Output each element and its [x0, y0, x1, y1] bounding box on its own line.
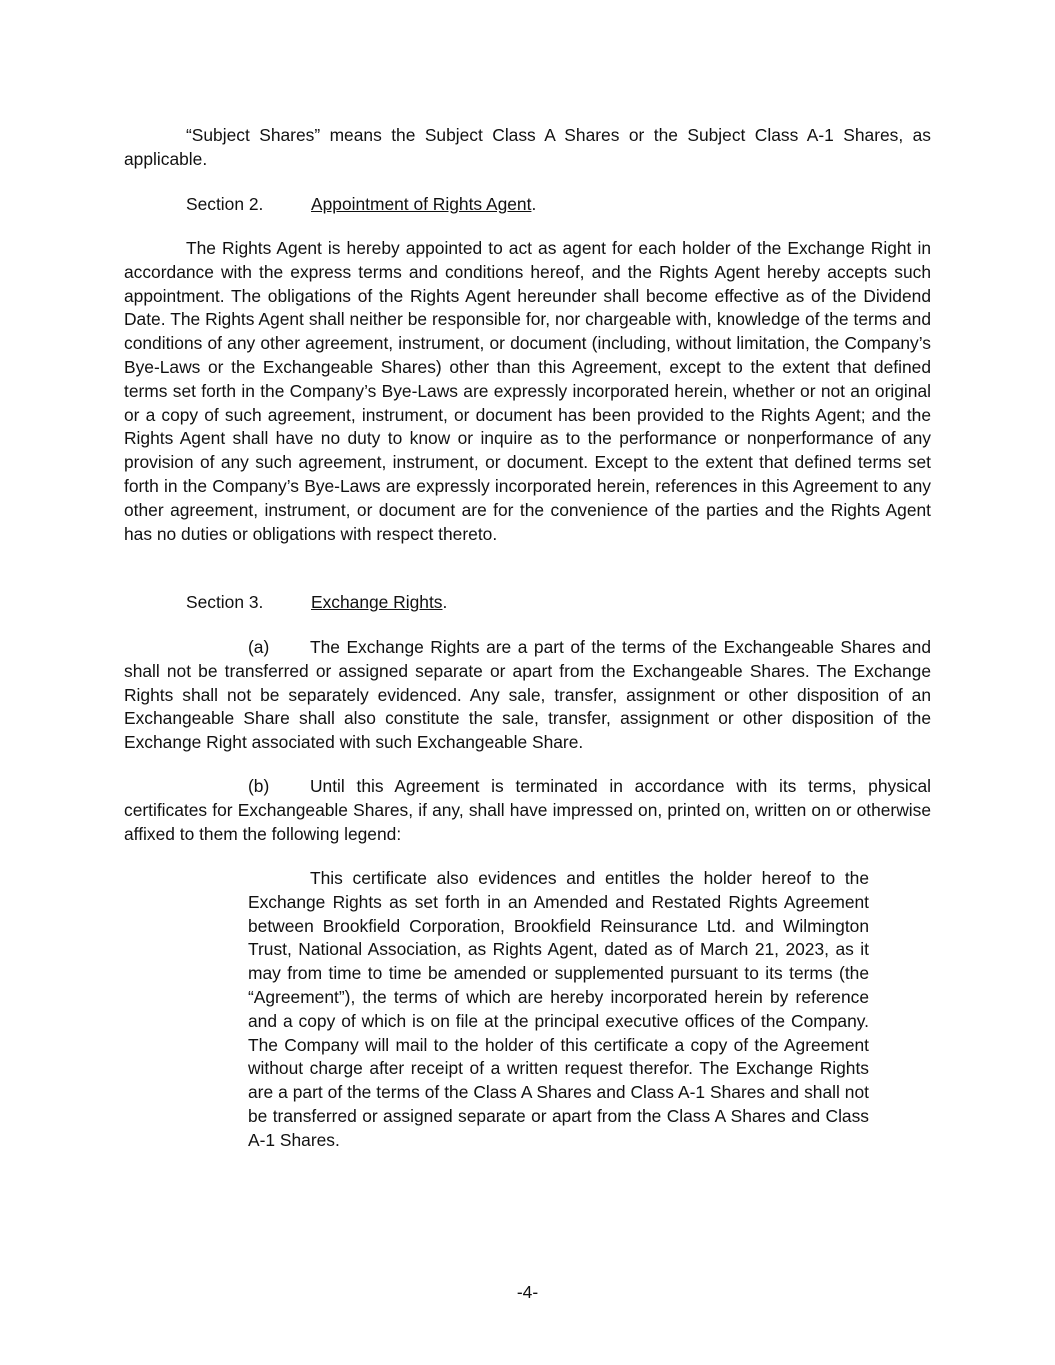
- section-3-number: Section 3.: [186, 592, 264, 612]
- section-2-heading: [186, 193, 536, 217]
- certificate-legend: This certificate also evidences and entitles the holder hereof to the Exchange Rights as set forth in an Amended and Restated Rights Agreement between Brookfield Corporation, Brookfield Reinsurance Ltd. and Wilmington Trust, National Association, as Rights Agent, dated as of March 21, 2023, as it may from time to time be amended or supplemented pursuant to its terms (the “Agreement”), the terms of which are hereby incorporated herein by reference and a copy of which is on file at the principal executive offices of the Company. The Company will mail to the holder of this certificate a copy of the Agreement without charge after receipt of a written request therefor. The Exchange Rights are a part of the terms of the Class A Shares and Class A-1 Shares and shall not be transferred or assigned separate or apart from the Class A Shares and Class A-1 Shares.: [248, 868, 869, 1150]
- appointment-paragraph: The Rights Agent is hereby appointed to act as agent for each holder of the Exchange Right in accordance with the express terms and conditions hereof, and the Rights Agent hereby accepts such appointment. The obligations of the Rights Agent hereunder shall become effective as of the Dividend Date. The Rights Agent shall neither be responsible for, nor chargeable with, knowledge of the terms and conditions of any other agreement, instrument, or document (including, without limitation, the Company’s Bye-Laws or the Exchangeable Shares) other than this Agreement, except to the extent that defined terms set forth in the Company’s Bye-Laws are expressly incorporated herein, whether or not an original or a copy of such agreement, instrument, or document has been provided to the Rights Agent; and the Rights Agent shall have no duty to know or inquire as to the performance or nonperformance of any provision of any such agreement, instrument, or document. Except to the extent that defined terms set forth in the Company’s Bye-Laws are expressly incorporated herein, references in this Agreement to any other agreement, instrument, or document are for the convenience of the parties and the Rights Agent has no duties or obligations with respect thereto.: [124, 238, 931, 544]
- section-2-period: .: [531, 194, 537, 214]
- clause-b-paragraph: [124, 775, 931, 846]
- section-2-number: Section 2.: [186, 194, 264, 214]
- clause-a-paragraph: [124, 636, 931, 755]
- section-2-title: Appointment of Rights Agent: [311, 194, 532, 214]
- section-3-title: Exchange Rights: [311, 592, 443, 612]
- section-3-period: .: [442, 592, 448, 612]
- clause-b-text: Until this Agreement is terminated in accordance with its terms, physical certificates for Exchangeable Shares, if any, shall have impressed on, printed on, written on or otherwise affixed to them the following legend:: [124, 776, 931, 844]
- page-number: -4-: [516, 1282, 539, 1302]
- clause-a-label: (a): [248, 637, 270, 657]
- clause-b-label: (b): [248, 776, 270, 796]
- subject-shares-definition: “Subject Shares” means the Subject Class A Shares or the Subject Class A-1 Shares, as applicable.: [124, 125, 931, 169]
- clause-a-text: The Exchange Rights are a part of the terms of the Exchangeable Shares and shall not be transferred or assigned separate or apart from the Exchangeable Shares. The Exchange Rights shall not be separately evidenced. Any sale, transfer, assignment or other disposition of an Exchangeable Share shall also constitute the sale, transfer, assignment or other disposition of the Exchange Right associated with such Exchangeable Share.: [124, 637, 931, 753]
- section-3-heading: [186, 591, 447, 615]
